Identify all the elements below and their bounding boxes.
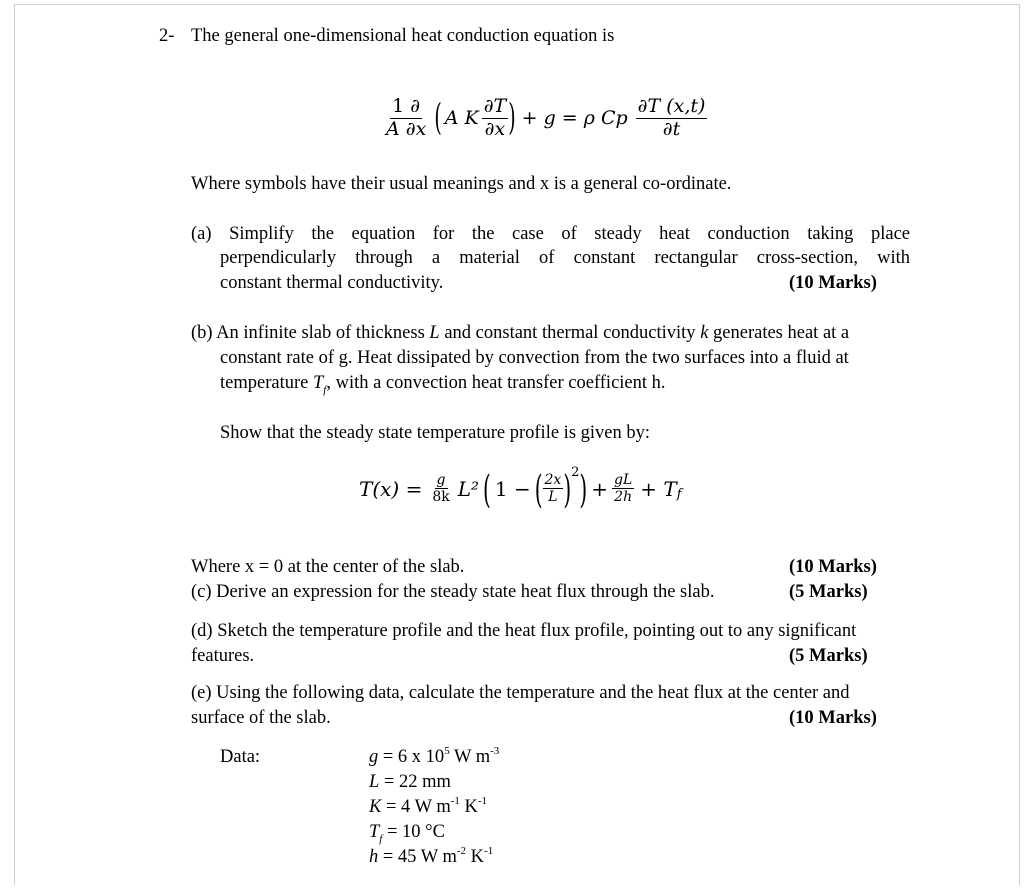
question-number: 2- — [159, 26, 175, 46]
eq1-left-fraction: $\frac{1 \partial}{A \partial x}$ — [386, 95, 427, 140]
part-a-line2: perpendicularly through a material of constant rectangular cross-section, with — [220, 248, 910, 268]
part-a-line1: (a) Simplify the equation for the case of steady heat conduction taking place — [191, 224, 910, 244]
eq2-close-paren-outer: ) — [579, 465, 588, 512]
eq2-exponent: 2 — [571, 465, 580, 481]
symbols-text: Where symbols have their usual meanings and x is a general co-ordinate. — [191, 174, 732, 194]
eq2-frac-gL-2h: $\frac{gL}{2h}$ — [614, 472, 633, 506]
eq1-middle: + g = ρ Cp — [521, 107, 628, 130]
part-d-line1: (d) Sketch the temperature profile and the heat flux profile, pointing out to any significant — [191, 621, 857, 641]
part-d-line2: features. — [191, 646, 255, 666]
eq2-tail: + T — [640, 476, 677, 501]
eq1-open-paren: ( — [434, 97, 442, 140]
part-c-text: (c) Derive an expression for the steady state heat flux through the slab. — [191, 582, 715, 602]
eq2-L-squared: L² — [457, 476, 480, 501]
part-a-line3: constant thermal conductivity. — [220, 273, 444, 293]
eq1-close-paren: ) — [508, 97, 516, 140]
data-label: Data: — [220, 747, 261, 767]
part-c-marks: (5 Marks) — [789, 582, 868, 602]
data-h: h = 45 W $m^{-2}$ $K^{-1}$ — [369, 845, 494, 867]
part-e-marks: (10 Marks) — [789, 708, 877, 728]
part-b-line2: constant rate of g. Heat dissipated by convection from the two surfaces into a fluid at — [220, 348, 849, 368]
part-b-line3: temperature $T_f$, with a convection heat transfer coefficient h. — [220, 373, 666, 396]
data-Tf: $T_f = 10$ °C — [369, 822, 445, 845]
data-g: g = 6 x $10^5$ W $m^{-3}$ — [369, 745, 500, 767]
eq1-inner-fraction: $\frac{\partial T}{\partial x}$ — [483, 95, 507, 140]
eq2-frac-2x-L: $\frac{2x}{L}$ — [544, 472, 562, 506]
data-K: K = 4 W $m^{-1}$ $K^{-1}$ — [369, 795, 488, 817]
eq2-frac-g-8k: $\frac{g}{8k}$ — [432, 472, 450, 506]
part-b-marks: (10 Marks) — [789, 557, 877, 577]
eq2-lhs: T(x) = — [359, 476, 423, 501]
part-a-marks: (10 Marks) — [789, 273, 877, 293]
part-b-line1: (b) An infinite slab of thickness L and constant thermal conductivity k generates heat at a — [191, 323, 850, 343]
where-x-text: Where x = 0 at the center of the slab. — [191, 557, 465, 577]
part-b-show-text: Show that the steady state temperature profile is given by: — [220, 423, 651, 443]
question-intro: The general one-dimensional heat conduction equation is — [191, 26, 615, 46]
data-L: L = 22 mm — [369, 772, 451, 792]
eq2-close-paren-inner: ) — [563, 465, 572, 512]
eq2-plus: + — [591, 476, 608, 501]
heat-conduction-equation — [384, 96, 707, 141]
part-e-line1: (e) Using the following data, calculate the temperature and the heat flux at the center and — [191, 683, 850, 703]
part-d-marks: (5 Marks) — [789, 646, 868, 666]
part-e-line2: surface of the slab. — [191, 708, 331, 728]
eq1-inner-prefix: A K — [444, 107, 479, 130]
eq1-right-fraction: $\frac{\partial T (x,t)}{\partial t}$ — [637, 95, 706, 140]
eq2-one-minus: 1 − — [494, 476, 531, 501]
temperature-profile-equation — [359, 465, 682, 512]
eq2-tail-sub: f — [676, 487, 682, 503]
eq2-open-paren-inner: ( — [534, 465, 543, 512]
eq2-open-paren-outer: ( — [483, 465, 491, 512]
